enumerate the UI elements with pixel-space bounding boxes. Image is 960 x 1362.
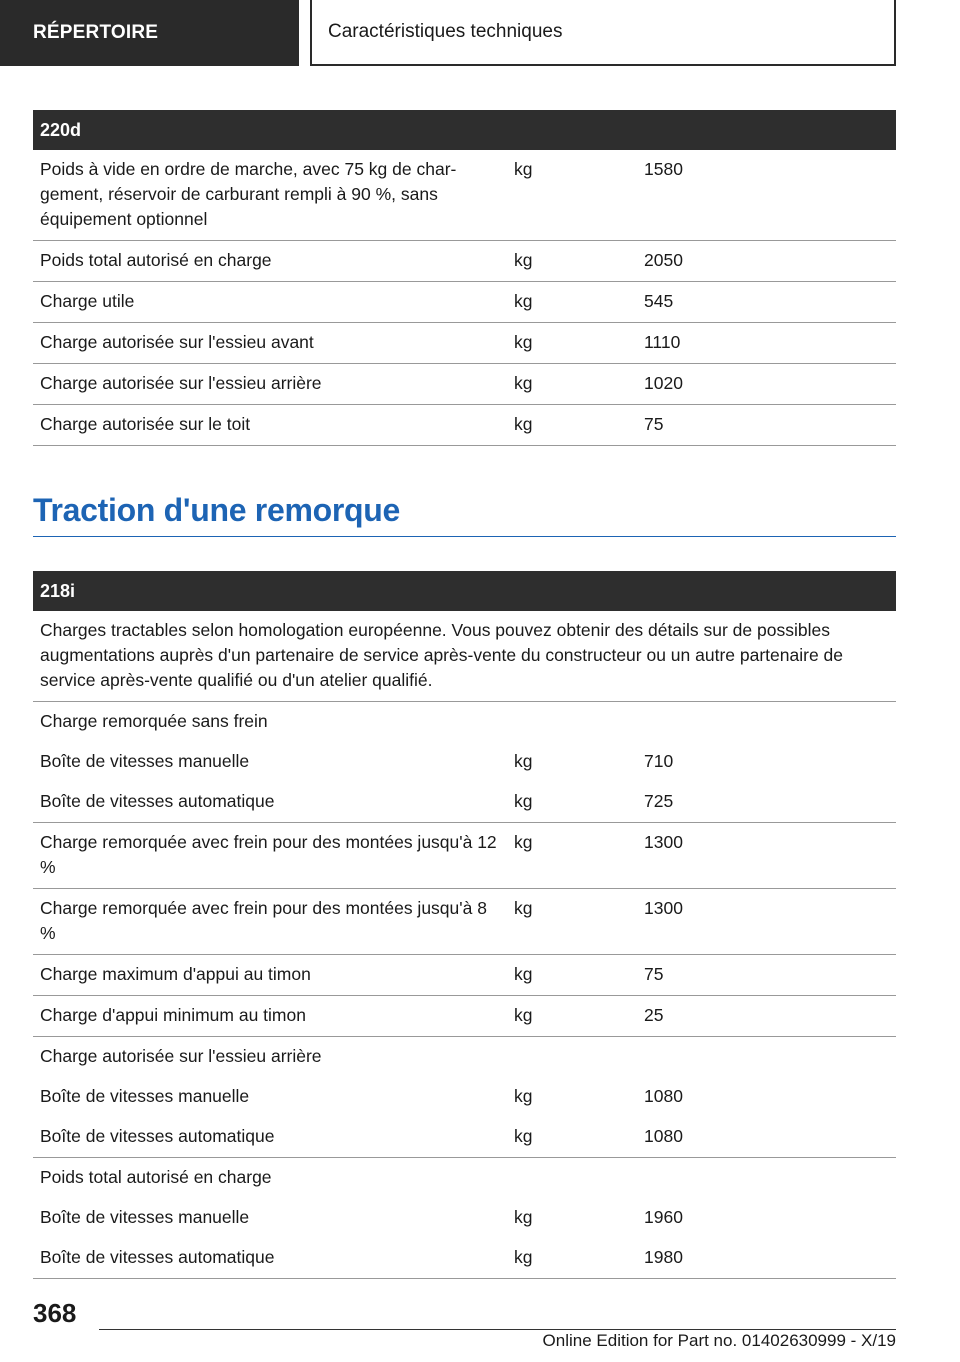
table-header: 218i — [33, 571, 896, 611]
row-label: Charge autorisée sur l'essieu arrière — [40, 1046, 322, 1066]
spec-table-220d — [33, 110, 896, 446]
row-value: 75 — [644, 414, 664, 434]
row-label: Boîte de vitesses manuelle — [40, 751, 250, 771]
row-label: Charge autorisée sur le toit — [40, 414, 251, 434]
row-label: Boîte de vitesses manuelle — [40, 1086, 250, 1106]
row-unit: kg — [514, 332, 533, 352]
row-label: Poids total autorisé en charge — [40, 250, 272, 270]
table-row — [33, 364, 896, 405]
page-footer — [33, 1298, 896, 1348]
footer-divider — [99, 1329, 896, 1330]
row-label: Charge maximum d'appui au timon — [40, 964, 311, 984]
table-row-group-label — [33, 1158, 896, 1198]
row-unit: kg — [514, 1086, 533, 1106]
row-label: Charge autorisée sur l'essieu arrière — [40, 373, 322, 393]
table-row — [33, 889, 896, 955]
section-title: Traction d'une remorque — [33, 492, 896, 537]
row-unit: kg — [514, 898, 533, 918]
table-row — [33, 1117, 896, 1158]
row-label: Poids à vide en ordre de marche, avec 75 kg de chargement, réservoir de carburant rempli à 90 %, sans équipement optionnel — [40, 159, 457, 229]
row-label: Boîte de vitesses automatique — [40, 791, 275, 811]
row-label: Charge utile — [40, 291, 135, 311]
row-unit: kg — [514, 751, 533, 771]
row-label: Boîte de vitesses automatique — [40, 1126, 275, 1146]
table-row — [33, 323, 896, 364]
row-unit: kg — [514, 414, 533, 434]
row-value: 710 — [644, 751, 674, 771]
edition-text: Online Edition for Part no. 01402630999 - X/19 — [542, 1331, 896, 1350]
row-value: 1080 — [644, 1086, 683, 1106]
row-value: 1980 — [644, 1247, 683, 1267]
table-row — [33, 955, 896, 996]
row-value: 2050 — [644, 250, 683, 270]
table-row — [33, 782, 896, 823]
table-row — [33, 742, 896, 782]
table-row — [33, 996, 896, 1037]
index-tab[interactable]: RÉPERTOIRE — [0, 0, 299, 66]
table-row — [33, 823, 896, 889]
table-header: 220d — [33, 110, 896, 150]
table-row-group-label — [33, 702, 896, 742]
row-value: 1080 — [644, 1126, 683, 1146]
row-unit: kg — [514, 1005, 533, 1025]
row-label: Charge d'appui minimum au timon — [40, 1005, 306, 1025]
header-bar — [0, 0, 897, 66]
row-value: 1020 — [644, 373, 683, 393]
table-row — [33, 405, 896, 446]
row-value: 75 — [644, 964, 664, 984]
note-text: Charges tractables selon homologation européenne. Vous pouvez obtenir des détails sur de possibles augmentations auprès d'un partenaire de service après-vente du constructeur ou un autre partenaire de service après-vente qualifié ou d'un atelier qualifié. — [40, 620, 844, 690]
row-label: Boîte de vitesses manuelle — [40, 1207, 250, 1227]
spec-table-218i — [33, 571, 896, 1279]
row-unit: kg — [514, 291, 533, 311]
table-row — [33, 282, 896, 323]
row-label: Charge autorisée sur l'essieu avant — [40, 332, 314, 352]
table-row — [33, 1238, 896, 1279]
row-value: 1300 — [644, 832, 683, 852]
row-value: 1300 — [644, 898, 683, 918]
section-tab: Caractéristiques techniques — [310, 0, 896, 66]
table-row — [33, 1198, 896, 1238]
row-value: 1110 — [644, 332, 681, 352]
row-label: Charge remorquée sans frein — [40, 711, 268, 731]
row-unit: kg — [514, 1126, 533, 1146]
row-label: Charge remorquée avec frein pour des montées jusqu'à 8 % — [40, 898, 487, 943]
row-unit: kg — [514, 1207, 533, 1227]
row-label: Boîte de vitesses automatique — [40, 1247, 275, 1267]
row-value: 1580 — [644, 159, 683, 179]
row-unit: kg — [514, 1247, 533, 1267]
row-value: 25 — [644, 1005, 664, 1025]
row-value: 1960 — [644, 1207, 683, 1227]
row-unit: kg — [514, 832, 533, 852]
table-row — [33, 1077, 896, 1117]
table-row — [33, 150, 896, 241]
row-unit: kg — [514, 373, 533, 393]
table-row — [33, 241, 896, 282]
row-value: 725 — [644, 791, 674, 811]
table-row-group-label — [33, 1037, 896, 1077]
row-label: Poids total autorisé en charge — [40, 1167, 272, 1187]
row-value: 545 — [644, 291, 674, 311]
row-label: Charge remorquée avec frein pour des montées jusqu'à 12 % — [40, 832, 497, 877]
table-note — [33, 611, 896, 702]
row-unit: kg — [514, 964, 533, 984]
row-unit: kg — [514, 791, 533, 811]
page-content — [33, 110, 896, 1279]
row-unit: kg — [514, 250, 533, 270]
page-number: 368 — [33, 1298, 77, 1328]
row-unit: kg — [514, 159, 533, 179]
